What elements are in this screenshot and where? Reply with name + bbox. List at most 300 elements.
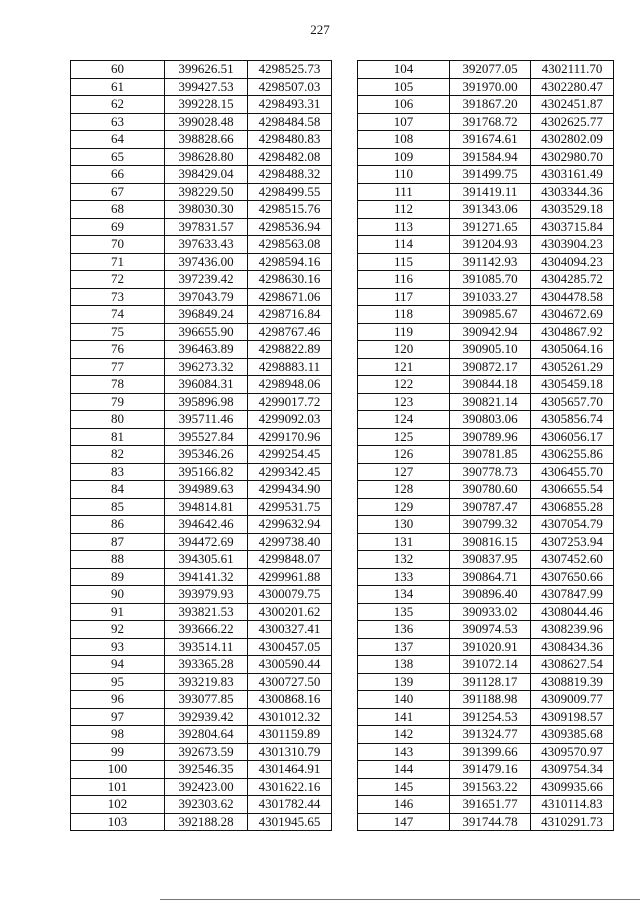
table-row xyxy=(358,131,614,149)
point-number-cell: 142 xyxy=(358,726,450,744)
y-coordinate-cell: 4298563.08 xyxy=(248,236,332,254)
x-coordinate-cell: 390803.06 xyxy=(450,411,531,429)
x-coordinate-cell: 391970.00 xyxy=(450,78,531,96)
y-coordinate-cell: 4298482.08 xyxy=(248,148,332,166)
table-row xyxy=(358,708,614,726)
y-coordinate-cell: 4300590.44 xyxy=(248,656,332,674)
table-row xyxy=(358,516,614,534)
y-coordinate-cell: 4302625.77 xyxy=(531,113,614,131)
point-number-cell: 130 xyxy=(358,516,450,534)
y-coordinate-cell: 4300457.05 xyxy=(248,638,332,656)
point-number-cell: 124 xyxy=(358,411,450,429)
y-coordinate-cell: 4306655.54 xyxy=(531,481,614,499)
x-coordinate-cell: 391188.98 xyxy=(450,691,531,709)
point-number-cell: 112 xyxy=(358,201,450,219)
x-coordinate-cell: 399626.51 xyxy=(165,61,248,79)
point-number-cell: 117 xyxy=(358,288,450,306)
x-coordinate-cell: 395896.98 xyxy=(165,393,248,411)
y-coordinate-cell: 4306855.28 xyxy=(531,498,614,516)
table-row xyxy=(358,411,614,429)
table-row xyxy=(71,306,332,324)
point-number-cell: 114 xyxy=(358,236,450,254)
point-number-cell: 65 xyxy=(71,148,165,166)
point-number-cell: 87 xyxy=(71,533,165,551)
point-number-cell: 81 xyxy=(71,428,165,446)
table-row xyxy=(358,393,614,411)
table-row xyxy=(71,236,332,254)
y-coordinate-cell: 4304672.69 xyxy=(531,306,614,324)
y-coordinate-cell: 4301310.79 xyxy=(248,743,332,761)
y-coordinate-cell: 4302451.87 xyxy=(531,96,614,114)
x-coordinate-cell: 391324.77 xyxy=(450,726,531,744)
point-number-cell: 60 xyxy=(71,61,165,79)
x-coordinate-cell: 398828.66 xyxy=(165,131,248,149)
point-number-cell: 121 xyxy=(358,358,450,376)
point-number-cell: 101 xyxy=(71,778,165,796)
point-number-cell: 100 xyxy=(71,761,165,779)
y-coordinate-cell: 4303904.23 xyxy=(531,236,614,254)
point-number-cell: 92 xyxy=(71,621,165,639)
y-coordinate-cell: 4309198.57 xyxy=(531,708,614,726)
table-row xyxy=(358,376,614,394)
table-row xyxy=(71,411,332,429)
table-row xyxy=(358,78,614,96)
table-row xyxy=(358,96,614,114)
x-coordinate-cell: 391142.93 xyxy=(450,253,531,271)
x-coordinate-cell: 394141.32 xyxy=(165,568,248,586)
x-coordinate-cell: 395346.26 xyxy=(165,446,248,464)
point-number-cell: 125 xyxy=(358,428,450,446)
y-coordinate-cell: 4299017.72 xyxy=(248,393,332,411)
table-row xyxy=(358,656,614,674)
y-coordinate-cell: 4309009.77 xyxy=(531,691,614,709)
y-coordinate-cell: 4307253.94 xyxy=(531,533,614,551)
table-row xyxy=(71,358,332,376)
table-row xyxy=(358,796,614,814)
y-coordinate-cell: 4301012.32 xyxy=(248,708,332,726)
point-number-cell: 64 xyxy=(71,131,165,149)
table-row xyxy=(358,323,614,341)
x-coordinate-cell: 391254.53 xyxy=(450,708,531,726)
table-row xyxy=(71,673,332,691)
point-number-cell: 69 xyxy=(71,218,165,236)
x-coordinate-cell: 393979.93 xyxy=(165,586,248,604)
table-row xyxy=(358,778,614,796)
point-number-cell: 138 xyxy=(358,656,450,674)
x-coordinate-cell: 390789.96 xyxy=(450,428,531,446)
point-number-cell: 106 xyxy=(358,96,450,114)
point-number-cell: 141 xyxy=(358,708,450,726)
table-row xyxy=(358,761,614,779)
x-coordinate-cell: 398429.04 xyxy=(165,166,248,184)
table-row xyxy=(71,568,332,586)
point-number-cell: 99 xyxy=(71,743,165,761)
x-coordinate-cell: 391033.27 xyxy=(450,288,531,306)
table-row xyxy=(358,481,614,499)
x-coordinate-cell: 394472.69 xyxy=(165,533,248,551)
x-coordinate-cell: 392303.62 xyxy=(165,796,248,814)
point-number-cell: 71 xyxy=(71,253,165,271)
coordinates-table-right xyxy=(357,60,614,831)
x-coordinate-cell: 390942.94 xyxy=(450,323,531,341)
point-number-cell: 68 xyxy=(71,201,165,219)
y-coordinate-cell: 4303715.84 xyxy=(531,218,614,236)
x-coordinate-cell: 391867.20 xyxy=(450,96,531,114)
y-coordinate-cell: 4307452.60 xyxy=(531,551,614,569)
point-number-cell: 62 xyxy=(71,96,165,114)
table-row xyxy=(358,306,614,324)
y-coordinate-cell: 4304478.58 xyxy=(531,288,614,306)
x-coordinate-cell: 391499.75 xyxy=(450,166,531,184)
point-number-cell: 97 xyxy=(71,708,165,726)
x-coordinate-cell: 397043.79 xyxy=(165,288,248,306)
point-number-cell: 91 xyxy=(71,603,165,621)
table-row xyxy=(71,761,332,779)
table-row xyxy=(71,656,332,674)
point-number-cell: 131 xyxy=(358,533,450,551)
table-row xyxy=(71,708,332,726)
x-coordinate-cell: 391399.66 xyxy=(450,743,531,761)
y-coordinate-cell: 4306455.70 xyxy=(531,463,614,481)
y-coordinate-cell: 4308434.36 xyxy=(531,638,614,656)
y-coordinate-cell: 4298488.32 xyxy=(248,166,332,184)
table-row xyxy=(71,726,332,744)
y-coordinate-cell: 4303161.49 xyxy=(531,166,614,184)
point-number-cell: 143 xyxy=(358,743,450,761)
table-row xyxy=(358,358,614,376)
table-row xyxy=(71,288,332,306)
y-coordinate-cell: 4302280.47 xyxy=(531,78,614,96)
x-coordinate-cell: 399228.15 xyxy=(165,96,248,114)
x-coordinate-cell: 391128.17 xyxy=(450,673,531,691)
y-coordinate-cell: 4309570.97 xyxy=(531,743,614,761)
y-coordinate-cell: 4305064.16 xyxy=(531,341,614,359)
table-row xyxy=(358,586,614,604)
x-coordinate-cell: 393666.22 xyxy=(165,621,248,639)
table-row xyxy=(358,551,614,569)
table-row xyxy=(358,61,614,79)
x-coordinate-cell: 391085.70 xyxy=(450,271,531,289)
table-row xyxy=(71,148,332,166)
point-number-cell: 90 xyxy=(71,586,165,604)
table-row xyxy=(358,463,614,481)
point-number-cell: 70 xyxy=(71,236,165,254)
table-row xyxy=(358,183,614,201)
table-row xyxy=(358,813,614,831)
table-row xyxy=(71,271,332,289)
x-coordinate-cell: 398628.80 xyxy=(165,148,248,166)
point-number-cell: 119 xyxy=(358,323,450,341)
y-coordinate-cell: 4299254.45 xyxy=(248,446,332,464)
y-coordinate-cell: 4298630.16 xyxy=(248,271,332,289)
x-coordinate-cell: 393077.85 xyxy=(165,691,248,709)
y-coordinate-cell: 4298948.06 xyxy=(248,376,332,394)
point-number-cell: 79 xyxy=(71,393,165,411)
table-row xyxy=(71,393,332,411)
x-coordinate-cell: 393365.28 xyxy=(165,656,248,674)
point-number-cell: 75 xyxy=(71,323,165,341)
table-row xyxy=(71,603,332,621)
table-row xyxy=(71,323,332,341)
table-row xyxy=(71,218,332,236)
table-row xyxy=(71,813,332,831)
table-row xyxy=(358,568,614,586)
x-coordinate-cell: 399028.48 xyxy=(165,113,248,131)
y-coordinate-cell: 4308819.39 xyxy=(531,673,614,691)
table-row xyxy=(358,621,614,639)
y-coordinate-cell: 4298822.89 xyxy=(248,341,332,359)
x-coordinate-cell: 391744.78 xyxy=(450,813,531,831)
x-coordinate-cell: 392077.05 xyxy=(450,61,531,79)
x-coordinate-cell: 394305.61 xyxy=(165,551,248,569)
table-row xyxy=(71,376,332,394)
x-coordinate-cell: 392546.35 xyxy=(165,761,248,779)
table-row xyxy=(358,446,614,464)
table-row xyxy=(71,498,332,516)
point-number-cell: 77 xyxy=(71,358,165,376)
point-number-cell: 86 xyxy=(71,516,165,534)
point-number-cell: 102 xyxy=(71,796,165,814)
table-row xyxy=(358,288,614,306)
y-coordinate-cell: 4298480.83 xyxy=(248,131,332,149)
y-coordinate-cell: 4300868.16 xyxy=(248,691,332,709)
table-row xyxy=(358,253,614,271)
table-row xyxy=(358,726,614,744)
table-row xyxy=(358,638,614,656)
point-number-cell: 73 xyxy=(71,288,165,306)
table-row xyxy=(358,533,614,551)
y-coordinate-cell: 4299531.75 xyxy=(248,498,332,516)
table-row xyxy=(71,113,332,131)
table-row xyxy=(71,183,332,201)
y-coordinate-cell: 4298536.94 xyxy=(248,218,332,236)
bottom-rule xyxy=(160,899,640,900)
x-coordinate-cell: 396084.31 xyxy=(165,376,248,394)
x-coordinate-cell: 391271.65 xyxy=(450,218,531,236)
point-number-cell: 105 xyxy=(358,78,450,96)
x-coordinate-cell: 393514.11 xyxy=(165,638,248,656)
table-row xyxy=(71,551,332,569)
y-coordinate-cell: 4305657.70 xyxy=(531,393,614,411)
x-coordinate-cell: 391343.06 xyxy=(450,201,531,219)
y-coordinate-cell: 4300327.41 xyxy=(248,621,332,639)
y-coordinate-cell: 4301782.44 xyxy=(248,796,332,814)
x-coordinate-cell: 394814.81 xyxy=(165,498,248,516)
table-row xyxy=(71,778,332,796)
table-row xyxy=(71,253,332,271)
point-number-cell: 94 xyxy=(71,656,165,674)
x-coordinate-cell: 390933.02 xyxy=(450,603,531,621)
page-number: 227 xyxy=(310,22,330,37)
table-row xyxy=(358,271,614,289)
point-number-cell: 118 xyxy=(358,306,450,324)
point-number-cell: 108 xyxy=(358,131,450,149)
y-coordinate-cell: 4298499.55 xyxy=(248,183,332,201)
table-row xyxy=(71,96,332,114)
x-coordinate-cell: 391563.22 xyxy=(450,778,531,796)
point-number-cell: 113 xyxy=(358,218,450,236)
x-coordinate-cell: 396463.89 xyxy=(165,341,248,359)
x-coordinate-cell: 390896.40 xyxy=(450,586,531,604)
x-coordinate-cell: 395527.84 xyxy=(165,428,248,446)
point-number-cell: 84 xyxy=(71,481,165,499)
x-coordinate-cell: 394989.63 xyxy=(165,481,248,499)
y-coordinate-cell: 4307054.79 xyxy=(531,516,614,534)
table-row xyxy=(358,113,614,131)
table-row xyxy=(71,691,332,709)
point-number-cell: 144 xyxy=(358,761,450,779)
y-coordinate-cell: 4299342.45 xyxy=(248,463,332,481)
x-coordinate-cell: 397436.00 xyxy=(165,253,248,271)
y-coordinate-cell: 4310114.83 xyxy=(531,796,614,814)
y-coordinate-cell: 4305459.18 xyxy=(531,376,614,394)
y-coordinate-cell: 4304285.72 xyxy=(531,271,614,289)
y-coordinate-cell: 4307650.66 xyxy=(531,568,614,586)
y-coordinate-cell: 4304094.23 xyxy=(531,253,614,271)
x-coordinate-cell: 390787.47 xyxy=(450,498,531,516)
y-coordinate-cell: 4303529.18 xyxy=(531,201,614,219)
point-number-cell: 146 xyxy=(358,796,450,814)
y-coordinate-cell: 4300079.75 xyxy=(248,586,332,604)
point-number-cell: 83 xyxy=(71,463,165,481)
x-coordinate-cell: 392423.00 xyxy=(165,778,248,796)
table-row xyxy=(358,673,614,691)
x-coordinate-cell: 391768.72 xyxy=(450,113,531,131)
y-coordinate-cell: 4299961.88 xyxy=(248,568,332,586)
x-coordinate-cell: 391204.93 xyxy=(450,236,531,254)
y-coordinate-cell: 4299848.07 xyxy=(248,551,332,569)
table-row xyxy=(71,131,332,149)
point-number-cell: 98 xyxy=(71,726,165,744)
point-number-cell: 120 xyxy=(358,341,450,359)
x-coordinate-cell: 397831.57 xyxy=(165,218,248,236)
y-coordinate-cell: 4301622.16 xyxy=(248,778,332,796)
point-number-cell: 133 xyxy=(358,568,450,586)
point-number-cell: 103 xyxy=(71,813,165,831)
table-row xyxy=(71,743,332,761)
y-coordinate-cell: 4298484.58 xyxy=(248,113,332,131)
point-number-cell: 76 xyxy=(71,341,165,359)
table-row xyxy=(71,78,332,96)
point-number-cell: 122 xyxy=(358,376,450,394)
y-coordinate-cell: 4302980.70 xyxy=(531,148,614,166)
point-number-cell: 95 xyxy=(71,673,165,691)
point-number-cell: 109 xyxy=(358,148,450,166)
table-row xyxy=(358,201,614,219)
table-row xyxy=(71,61,332,79)
table-row xyxy=(358,166,614,184)
point-number-cell: 123 xyxy=(358,393,450,411)
x-coordinate-cell: 390844.18 xyxy=(450,376,531,394)
x-coordinate-cell: 390985.67 xyxy=(450,306,531,324)
point-number-cell: 140 xyxy=(358,691,450,709)
y-coordinate-cell: 4301464.91 xyxy=(248,761,332,779)
y-coordinate-cell: 4300727.50 xyxy=(248,673,332,691)
x-coordinate-cell: 398229.50 xyxy=(165,183,248,201)
x-coordinate-cell: 390781.85 xyxy=(450,446,531,464)
y-coordinate-cell: 4309385.68 xyxy=(531,726,614,744)
point-number-cell: 107 xyxy=(358,113,450,131)
point-number-cell: 66 xyxy=(71,166,165,184)
table-row xyxy=(358,218,614,236)
y-coordinate-cell: 4298594.16 xyxy=(248,253,332,271)
table-row xyxy=(358,148,614,166)
table-row xyxy=(71,428,332,446)
point-number-cell: 67 xyxy=(71,183,165,201)
point-number-cell: 116 xyxy=(358,271,450,289)
table-row xyxy=(71,516,332,534)
table-row xyxy=(71,446,332,464)
y-coordinate-cell: 4298507.03 xyxy=(248,78,332,96)
point-number-cell: 93 xyxy=(71,638,165,656)
point-number-cell: 145 xyxy=(358,778,450,796)
x-coordinate-cell: 392804.64 xyxy=(165,726,248,744)
table-row xyxy=(358,743,614,761)
table-row xyxy=(358,691,614,709)
point-number-cell: 72 xyxy=(71,271,165,289)
y-coordinate-cell: 4306056.17 xyxy=(531,428,614,446)
table-row xyxy=(358,498,614,516)
x-coordinate-cell: 390799.32 xyxy=(450,516,531,534)
y-coordinate-cell: 4305261.29 xyxy=(531,358,614,376)
x-coordinate-cell: 390872.17 xyxy=(450,358,531,376)
point-number-cell: 136 xyxy=(358,621,450,639)
y-coordinate-cell: 4308044.46 xyxy=(531,603,614,621)
y-coordinate-cell: 4299434.90 xyxy=(248,481,332,499)
x-coordinate-cell: 390780.60 xyxy=(450,481,531,499)
y-coordinate-cell: 4298767.46 xyxy=(248,323,332,341)
table-row xyxy=(358,428,614,446)
x-coordinate-cell: 391479.16 xyxy=(450,761,531,779)
point-number-cell: 80 xyxy=(71,411,165,429)
y-coordinate-cell: 4305856.74 xyxy=(531,411,614,429)
x-coordinate-cell: 393821.53 xyxy=(165,603,248,621)
x-coordinate-cell: 396655.90 xyxy=(165,323,248,341)
x-coordinate-cell: 396849.24 xyxy=(165,306,248,324)
point-number-cell: 128 xyxy=(358,481,450,499)
x-coordinate-cell: 398030.30 xyxy=(165,201,248,219)
point-number-cell: 63 xyxy=(71,113,165,131)
y-coordinate-cell: 4309935.66 xyxy=(531,778,614,796)
x-coordinate-cell: 392673.59 xyxy=(165,743,248,761)
table-row xyxy=(71,796,332,814)
x-coordinate-cell: 390837.95 xyxy=(450,551,531,569)
point-number-cell: 78 xyxy=(71,376,165,394)
y-coordinate-cell: 4298883.11 xyxy=(248,358,332,376)
point-number-cell: 132 xyxy=(358,551,450,569)
x-coordinate-cell: 396273.32 xyxy=(165,358,248,376)
x-coordinate-cell: 391072.14 xyxy=(450,656,531,674)
table-row xyxy=(71,201,332,219)
point-number-cell: 61 xyxy=(71,78,165,96)
y-coordinate-cell: 4298493.31 xyxy=(248,96,332,114)
point-number-cell: 127 xyxy=(358,463,450,481)
y-coordinate-cell: 4303344.36 xyxy=(531,183,614,201)
x-coordinate-cell: 390974.53 xyxy=(450,621,531,639)
point-number-cell: 110 xyxy=(358,166,450,184)
y-coordinate-cell: 4298515.76 xyxy=(248,201,332,219)
table-row xyxy=(71,341,332,359)
table-row xyxy=(358,236,614,254)
table-row xyxy=(71,166,332,184)
point-number-cell: 135 xyxy=(358,603,450,621)
y-coordinate-cell: 4308627.54 xyxy=(531,656,614,674)
y-coordinate-cell: 4310291.73 xyxy=(531,813,614,831)
x-coordinate-cell: 395166.82 xyxy=(165,463,248,481)
point-number-cell: 89 xyxy=(71,568,165,586)
table-row xyxy=(71,533,332,551)
x-coordinate-cell: 391651.77 xyxy=(450,796,531,814)
